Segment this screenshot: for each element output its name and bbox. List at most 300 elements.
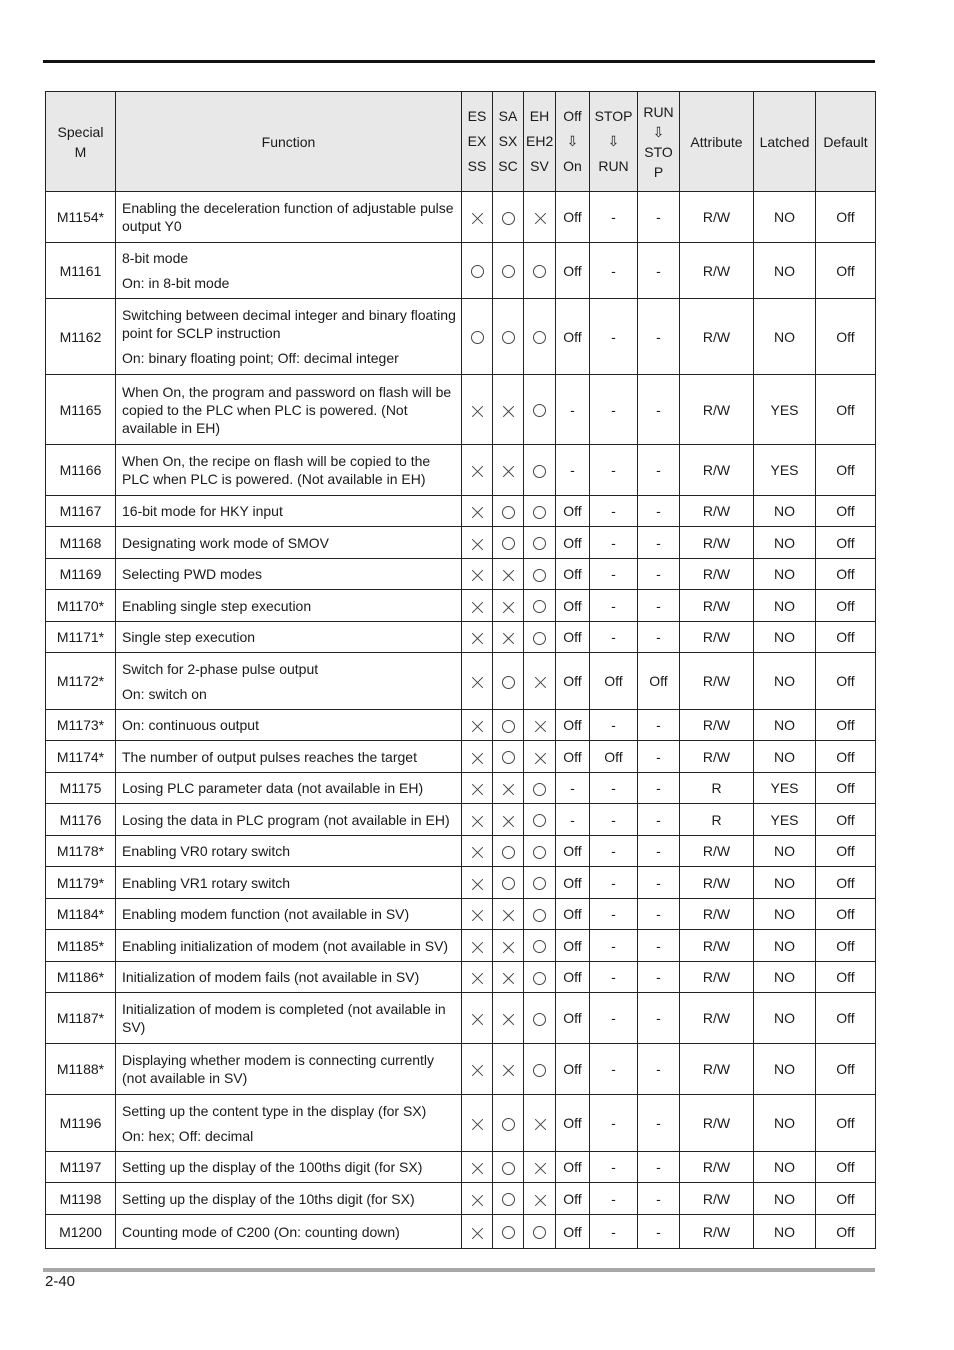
function-text: 8-bit mode [122,250,189,266]
run-stop-cell: - [638,867,680,899]
header-stop-run: STOP ⇩ RUN [590,92,638,192]
cross-icon [471,720,483,732]
function-cell [116,867,462,899]
cross-icon [471,815,483,827]
off-on-cell: Off [556,653,590,710]
attribute-cell: R/W [680,962,754,993]
stop-run-cell: - [590,710,638,741]
run-stop-cell: - [638,192,680,243]
default-cell: Off [816,622,876,653]
support-sa-cell [493,496,524,527]
circle-icon [533,783,546,796]
circle-icon [502,331,515,344]
cross-icon [471,941,483,953]
support-eh-cell [524,741,556,773]
attribute-cell: R/W [680,710,754,741]
special-m-cell: M1198 [46,1183,116,1215]
run-stop-cell: - [638,299,680,375]
circle-icon [502,846,515,859]
circle-icon [533,909,546,922]
circle-icon [502,506,515,519]
stop-run-cell: Off [590,741,638,773]
table-row [46,741,876,773]
support-eh-cell [524,804,556,836]
latched-cell: NO [754,299,816,375]
support-eh-cell [524,962,556,993]
support-sa-cell [493,804,524,836]
function-cell [116,710,462,741]
function-cell [116,590,462,622]
cross-icon [471,1227,483,1239]
support-es-cell [462,527,493,559]
support-sa-cell [493,622,524,653]
default-cell: Off [816,1095,876,1152]
circle-icon [533,331,546,344]
default-cell: Off [816,962,876,993]
function-text: Enabling modem function (not available in SV) [122,906,410,922]
header-off-on: Off ⇩ On [556,92,590,192]
table-header-row [46,92,876,192]
function-cell [116,1152,462,1183]
circle-icon [533,600,546,613]
support-sa-cell [493,1044,524,1095]
default-cell: Off [816,590,876,622]
cross-icon [471,212,483,224]
stop-run-cell: - [590,1095,638,1152]
off-on-cell: Off [556,1215,590,1249]
support-es-cell [462,1044,493,1095]
default-cell: Off [816,741,876,773]
off-on-cell: Off [556,741,590,773]
support-sa-cell [493,710,524,741]
default-cell: Off [816,243,876,299]
special-m-cell: M1168 [46,527,116,559]
support-es-cell [462,559,493,590]
circle-icon [533,972,546,985]
off-on-cell: Off [556,192,590,243]
header-run-stop: RUN ⇩ STO P [638,92,680,192]
attribute-cell: R/W [680,867,754,899]
default-cell: Off [816,773,876,804]
latched-cell: NO [754,930,816,962]
attribute-cell: R [680,804,754,836]
circle-icon [502,212,515,225]
function-text: Setting up the display of the 10ths digit (for SX) [122,1190,415,1207]
special-m-cell: M1167 [46,496,116,527]
table-row [46,1152,876,1183]
attribute-cell: R/W [680,1215,754,1249]
special-m-cell: M1169 [46,559,116,590]
attribute-cell: R/W [680,741,754,773]
latched-cell: NO [754,192,816,243]
default-cell: Off [816,899,876,930]
stop-run-cell: - [590,1215,638,1249]
cross-icon [502,601,514,613]
special-m-cell: M1154* [46,192,116,243]
function-cell [116,930,462,962]
latched-cell: NO [754,899,816,930]
table-row [46,653,876,710]
run-stop-cell: - [638,1215,680,1249]
special-m-cell: M1174* [46,741,116,773]
function-text: On: binary floating point; Off: decimal integer [122,350,399,366]
support-eh-cell [524,527,556,559]
header-attribute: Attribute [680,92,754,192]
circle-icon [533,1013,546,1026]
function-text: Setting up the display of the 100ths digit (for SX) [122,1159,423,1175]
support-es-cell [462,867,493,899]
run-stop-cell: - [638,836,680,867]
latched-cell: YES [754,445,816,496]
support-eh-cell [524,375,556,445]
run-stop-cell: - [638,962,680,993]
default-cell: Off [816,1183,876,1215]
support-eh-cell [524,243,556,299]
circle-icon [471,331,484,344]
cross-icon [534,1162,546,1174]
latched-cell: NO [754,1044,816,1095]
attribute-cell: R/W [680,653,754,710]
attribute-cell: R/W [680,1095,754,1152]
latched-cell: NO [754,1152,816,1183]
support-sa-cell [493,836,524,867]
function-cell [116,299,462,375]
function-text: The number of output pulses reaches the target [122,748,417,765]
circle-icon [533,814,546,827]
special-m-cell: M1178* [46,836,116,867]
cross-icon [502,815,514,827]
table-row [46,527,876,559]
attribute-cell: R/W [680,496,754,527]
off-on-cell: Off [556,299,590,375]
off-on-cell: Off [556,836,590,867]
support-sa-cell [493,741,524,773]
support-es-cell [462,1183,493,1215]
support-eh-cell [524,445,556,496]
stop-run-cell: - [590,867,638,899]
cross-icon [471,909,483,921]
cross-icon [471,601,483,613]
circle-icon [502,537,515,550]
special-m-cell: M1200 [46,1215,116,1249]
stop-run-cell: - [590,559,638,590]
support-eh-cell [524,590,556,622]
support-es-cell [462,804,493,836]
support-es-cell [462,192,493,243]
circle-icon [502,720,515,733]
table-row [46,930,876,962]
function-text: Setting up the content type in the display (for SX) [122,1102,427,1119]
cross-icon [502,465,514,477]
function-cell [116,192,462,243]
run-stop-cell: - [638,445,680,496]
off-on-cell: Off [556,496,590,527]
stop-run-cell: - [590,1152,638,1183]
function-cell [116,243,462,299]
off-on-cell: Off [556,527,590,559]
default-cell: Off [816,836,876,867]
cross-icon [471,506,483,518]
run-stop-cell: - [638,1152,680,1183]
table-row [46,710,876,741]
stop-run-cell: - [590,375,638,445]
off-on-cell: Off [556,962,590,993]
support-sa-cell [493,243,524,299]
table-row [46,496,876,527]
cross-icon [471,846,483,858]
support-es-cell [462,299,493,375]
support-eh-cell [524,1215,556,1249]
table-row [46,590,876,622]
support-eh-cell [524,899,556,930]
table-row [46,243,876,299]
table-row [46,773,876,804]
bottom-rule [43,1268,875,1272]
support-es-cell [462,962,493,993]
attribute-cell: R/W [680,243,754,299]
table-row [46,299,876,375]
support-es-cell [462,773,493,804]
circle-icon [502,676,515,689]
function-cell [116,962,462,993]
function-cell [116,496,462,527]
circle-icon [502,265,515,278]
off-on-cell: Off [556,1152,590,1183]
function-text: Designating work mode of SMOV [122,534,329,551]
support-es-cell [462,741,493,773]
latched-cell: NO [754,1183,816,1215]
off-on-cell: Off [556,1183,590,1215]
circle-icon [502,1193,515,1206]
table-row [46,559,876,590]
run-stop-cell: - [638,993,680,1044]
run-stop-cell: - [638,773,680,804]
off-on-cell: Off [556,243,590,299]
function-text: Enabling VR0 rotary switch [122,843,291,859]
support-sa-cell [493,993,524,1044]
function-text: Enabling the deceleration function of adjustable pulse output Y0 [122,200,454,234]
function-text: When On, the recipe on flash will be copied to the PLC when PLC is powered. (Not available in EH) [122,453,431,487]
cross-icon [471,972,483,984]
attribute-cell: R/W [680,1044,754,1095]
function-text: Switching between decimal integer and binary floating point for SCLP instruction [122,307,456,341]
support-eh-cell [524,1183,556,1215]
cross-icon [471,752,483,764]
off-on-cell: Off [556,559,590,590]
support-eh-cell [524,559,556,590]
special-m-cell: M1176 [46,804,116,836]
function-text: Initialization of modem is completed (not available in SV) [122,1001,446,1035]
header-eh: EH EH2 SV [524,92,556,192]
special-m-cell: M1197 [46,1152,116,1183]
support-eh-cell [524,710,556,741]
cross-icon [471,405,483,417]
support-sa-cell [493,559,524,590]
table-row [46,1044,876,1095]
support-es-cell [462,653,493,710]
run-stop-cell: - [638,559,680,590]
special-m-cell: M1166 [46,445,116,496]
function-cell [116,653,462,710]
function-cell [116,836,462,867]
support-eh-cell [524,836,556,867]
cross-icon [534,752,546,764]
default-cell: Off [816,993,876,1044]
special-m-cell: M1165 [46,375,116,445]
latched-cell: YES [754,375,816,445]
cross-icon [471,632,483,644]
support-sa-cell [493,653,524,710]
attribute-cell: R/W [680,527,754,559]
special-m-cell: M1185* [46,930,116,962]
latched-cell: NO [754,527,816,559]
circle-icon [533,537,546,550]
cross-icon [471,1162,483,1174]
cross-icon [502,783,514,795]
stop-run-cell: - [590,836,638,867]
attribute-cell: R/W [680,1183,754,1215]
attribute-cell: R [680,773,754,804]
function-text: Single step execution [122,629,256,645]
support-eh-cell [524,1044,556,1095]
support-sa-cell [493,867,524,899]
support-sa-cell [493,299,524,375]
table-row [46,1215,876,1249]
function-cell [116,741,462,773]
cross-icon [471,538,483,550]
run-stop-cell: - [638,527,680,559]
circle-icon [533,265,546,278]
special-m-cell: M1179* [46,867,116,899]
latched-cell: NO [754,993,816,1044]
latched-cell: NO [754,962,816,993]
attribute-cell: R/W [680,622,754,653]
table-body [46,192,876,1249]
function-text: Enabling initialization of modem (not available in SV) [122,937,449,954]
default-cell: Off [816,653,876,710]
off-on-cell: Off [556,1044,590,1095]
latched-cell: YES [754,804,816,836]
table-row [46,192,876,243]
table-row [46,899,876,930]
off-on-cell: Off [556,899,590,930]
stop-run-cell: - [590,192,638,243]
circle-icon [502,1162,515,1175]
stop-run-cell: - [590,773,638,804]
attribute-cell: R/W [680,1152,754,1183]
function-cell [116,899,462,930]
special-m-cell: M1188* [46,1044,116,1095]
support-es-cell [462,993,493,1044]
stop-run-cell: - [590,993,638,1044]
latched-cell: NO [754,559,816,590]
support-eh-cell [524,867,556,899]
support-eh-cell [524,773,556,804]
cross-icon [534,720,546,732]
header-sa: SA SX SC [493,92,524,192]
stop-run-cell: - [590,1183,638,1215]
stop-run-cell: Off [590,653,638,710]
function-cell [116,375,462,445]
support-es-cell [462,899,493,930]
attribute-cell: R/W [680,445,754,496]
circle-icon [533,877,546,890]
support-sa-cell [493,527,524,559]
support-es-cell [462,836,493,867]
cross-icon [534,212,546,224]
support-sa-cell [493,590,524,622]
support-sa-cell [493,962,524,993]
cross-icon [471,465,483,477]
cross-icon [502,1064,514,1076]
circle-icon [533,632,546,645]
off-on-cell: Off [556,622,590,653]
support-eh-cell [524,993,556,1044]
default-cell: Off [816,1044,876,1095]
latched-cell: NO [754,590,816,622]
function-text: On: switch on [122,685,207,702]
support-es-cell [462,1095,493,1152]
circle-icon [533,1064,546,1077]
special-m-cell: M1173* [46,710,116,741]
cross-icon [502,909,514,921]
top-rule [43,60,875,63]
function-text: Switch for 2-phase pulse output [122,660,319,677]
cross-icon [534,676,546,688]
circle-icon [533,846,546,859]
function-text: Displaying whether modem is connecting currently (not available in SV) [122,1052,435,1086]
stop-run-cell: - [590,590,638,622]
cross-icon [471,1064,483,1076]
function-text: On: hex; Off: decimal [122,1127,254,1144]
support-sa-cell [493,899,524,930]
function-text: Losing PLC parameter data (not available in EH) [122,780,424,796]
function-text: On: continuous output [122,717,259,733]
run-stop-cell: - [638,622,680,653]
attribute-cell: R/W [680,590,754,622]
cross-icon [471,878,483,890]
special-m-cell: M1172* [46,653,116,710]
support-es-cell [462,375,493,445]
stop-run-cell: - [590,243,638,299]
stop-run-cell: - [590,299,638,375]
latched-cell: NO [754,496,816,527]
run-stop-cell: - [638,590,680,622]
circle-icon [533,506,546,519]
table-row [46,445,876,496]
cross-icon [471,676,483,688]
run-stop-cell: Off [638,653,680,710]
support-eh-cell [524,1095,556,1152]
special-m-cell: M1184* [46,899,116,930]
stop-run-cell: - [590,527,638,559]
cross-icon [471,1194,483,1206]
special-m-cell: M1161 [46,243,116,299]
circle-icon [533,404,546,417]
support-es-cell [462,496,493,527]
header-latched: Latched [754,92,816,192]
cross-icon [502,632,514,644]
support-sa-cell [493,1183,524,1215]
support-sa-cell [493,773,524,804]
off-on-cell: - [556,445,590,496]
special-m-cell: M1170* [46,590,116,622]
support-eh-cell [524,192,556,243]
circle-icon [471,265,484,278]
function-text: 16-bit mode for HKY input [122,503,283,519]
default-cell: Off [816,867,876,899]
run-stop-cell: - [638,243,680,299]
